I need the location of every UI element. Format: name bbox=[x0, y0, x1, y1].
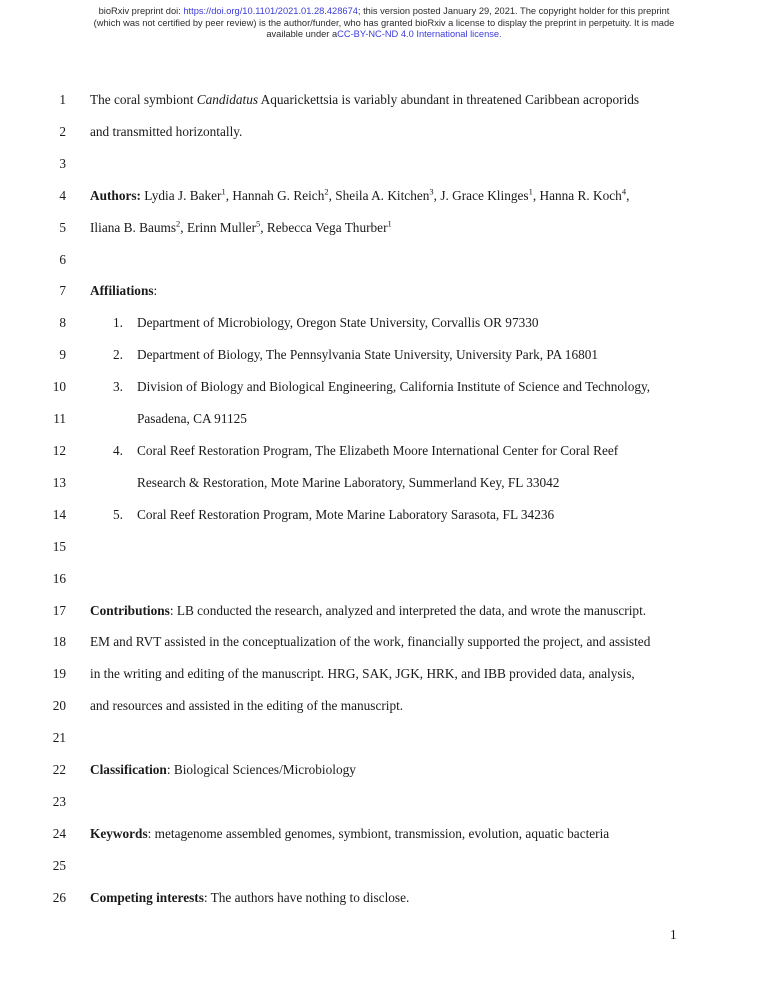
line-number: 5 bbox=[59, 219, 66, 235]
manuscript-line bbox=[0, 347, 768, 379]
page-number: 1 bbox=[670, 927, 677, 942]
list-marker: 1. bbox=[113, 315, 123, 331]
text-segment: Classification bbox=[90, 762, 167, 778]
text-segment: Affiliations bbox=[90, 283, 154, 299]
manuscript-line bbox=[0, 794, 768, 826]
line-number: 20 bbox=[52, 698, 66, 714]
manuscript-line bbox=[0, 571, 768, 603]
text-segment: Division of Biology and Biological Engineering, California Institute of Science and Technology, bbox=[137, 379, 651, 395]
list-marker: 4. bbox=[113, 442, 123, 458]
line-number: 6 bbox=[59, 251, 66, 267]
line-text bbox=[90, 379, 650, 411]
manuscript-line bbox=[0, 539, 768, 571]
text-segment: Coral Reef Restoration Program, The Elizabeth Moore International Center for Coral Reef bbox=[137, 442, 619, 458]
text-segment: Keywords bbox=[90, 825, 148, 841]
line-text bbox=[90, 92, 639, 124]
line-number: 22 bbox=[52, 762, 66, 778]
manuscript-line bbox=[0, 826, 768, 858]
line-number: 19 bbox=[52, 666, 66, 682]
manuscript-line bbox=[0, 124, 768, 156]
manuscript-lines bbox=[0, 92, 768, 922]
text-segment: Department of Microbiology, Oregon State University, Corvallis OR 97330 bbox=[137, 315, 539, 331]
text-segment: , Rebecca Vega Thurber bbox=[260, 219, 388, 235]
text-segment: 1 bbox=[387, 218, 392, 229]
line-text bbox=[90, 220, 392, 252]
text-segment: 1 bbox=[221, 186, 226, 197]
text-segment: , bbox=[626, 187, 630, 203]
license-link[interactable]: CC-BY-NC-ND 4.0 International license. bbox=[337, 29, 502, 39]
text-segment: Aquarickettsia is variably abundant in threatened Caribbean acroporids bbox=[258, 92, 640, 107]
line-text bbox=[90, 188, 629, 220]
line-number: 1 bbox=[59, 92, 66, 107]
text-segment: 5 bbox=[256, 218, 261, 229]
text-segment: 2 bbox=[324, 186, 329, 197]
list-marker: 5. bbox=[113, 506, 123, 522]
text-segment: 2 bbox=[176, 218, 181, 229]
text-segment: : Biological Sciences/Microbiology bbox=[166, 762, 356, 778]
line-number: 4 bbox=[59, 187, 66, 203]
line-text bbox=[90, 475, 559, 507]
manuscript-line bbox=[0, 443, 768, 475]
line-text bbox=[90, 826, 609, 858]
list-marker: 2. bbox=[113, 347, 123, 363]
line-number: 8 bbox=[59, 315, 66, 331]
line-number: 13 bbox=[52, 474, 66, 490]
line-text bbox=[90, 603, 646, 635]
manuscript-line bbox=[0, 315, 768, 347]
line-number: 7 bbox=[59, 283, 66, 299]
text-segment: The coral symbiont bbox=[90, 92, 197, 107]
line-number: 2 bbox=[59, 123, 66, 139]
line-text bbox=[90, 443, 618, 475]
text-segment: EM and RVT assisted in the conceptualization of the work, financially supported the project, and assisted bbox=[90, 634, 651, 650]
text-segment: Iliana B. Baums bbox=[90, 219, 177, 235]
text-segment: , Erinn Muller bbox=[180, 219, 257, 235]
text-segment: 1 bbox=[528, 186, 533, 197]
header-line3-pre: available under a bbox=[266, 29, 338, 39]
line-text bbox=[90, 890, 409, 922]
text-segment: : metagenome assembled genomes, symbiont, transmission, evolution, aquatic bacteria bbox=[147, 825, 610, 841]
text-segment: Lydia J. Baker bbox=[140, 187, 222, 203]
line-text bbox=[90, 698, 403, 730]
line-text bbox=[90, 283, 157, 315]
line-number: 24 bbox=[52, 825, 66, 841]
line-text bbox=[90, 666, 635, 698]
line-number: 9 bbox=[59, 347, 66, 363]
list-marker: 3. bbox=[113, 379, 123, 395]
line-number: 21 bbox=[52, 730, 66, 746]
line-text bbox=[90, 507, 554, 539]
header-line2-text: (which was not certified by peer review) is the author/funder, who has granted bioRxiv a license to display the preprint in perpetuity. It is made bbox=[93, 17, 675, 28]
header-line-3 bbox=[20, 29, 748, 41]
text-segment: and resources and assisted in the editing of the manuscript. bbox=[90, 698, 404, 714]
text-segment: Competing interests bbox=[90, 889, 204, 905]
text-segment: 3 bbox=[429, 186, 434, 197]
biorxiv-copyright-header bbox=[20, 6, 748, 41]
text-segment: in the writing and editing of the manuscript. HRG, SAK, JGK, HRK, and IBB provided data, analysis, bbox=[90, 666, 635, 682]
doi-link[interactable]: https://doi.org/10.1101/2021.01.28.428674 bbox=[183, 6, 358, 16]
text-segment: : LB conducted the research, analyzed and interpreted the data, and wrote the manuscript. bbox=[169, 602, 647, 618]
line-text bbox=[90, 634, 650, 666]
header-line1-pre: bioRxiv preprint doi: bbox=[98, 6, 184, 16]
manuscript-line bbox=[0, 730, 768, 762]
line-number: 11 bbox=[53, 411, 66, 427]
line-text bbox=[90, 411, 247, 443]
text-segment: Pasadena, CA 91125 bbox=[137, 411, 247, 427]
manuscript-line bbox=[0, 92, 768, 124]
text-segment: 4 bbox=[621, 186, 627, 197]
line-number: 17 bbox=[52, 602, 66, 618]
text-segment: , Sheila A. Kitchen bbox=[328, 187, 430, 203]
manuscript-line bbox=[0, 156, 768, 188]
line-number: 10 bbox=[52, 379, 66, 395]
text-segment: : bbox=[153, 283, 158, 299]
line-number: 15 bbox=[52, 538, 66, 554]
text-segment: Research & Restoration, Mote Marine Laboratory, Summerland Key, FL 33042 bbox=[137, 474, 560, 490]
manuscript-line bbox=[0, 188, 768, 220]
text-segment: : The authors have nothing to disclose. bbox=[203, 889, 410, 905]
manuscript-line bbox=[0, 411, 768, 443]
line-text bbox=[90, 762, 356, 794]
manuscript-line bbox=[0, 666, 768, 698]
text-segment: , J. Grace Klinges bbox=[433, 187, 529, 203]
line-number: 18 bbox=[52, 634, 66, 650]
text-segment: and transmitted horizontally. bbox=[90, 123, 243, 139]
manuscript-line bbox=[0, 475, 768, 507]
text-segment: , Hannah G. Reich bbox=[225, 187, 325, 203]
line-number: 26 bbox=[52, 889, 66, 905]
header-line-1 bbox=[20, 6, 748, 18]
manuscript-line bbox=[0, 890, 768, 922]
manuscript-line bbox=[0, 762, 768, 794]
line-text bbox=[90, 347, 598, 379]
manuscript-line bbox=[0, 252, 768, 284]
line-number: 23 bbox=[52, 793, 66, 809]
line-number: 14 bbox=[52, 506, 66, 522]
line-text bbox=[90, 124, 242, 156]
line-text bbox=[90, 315, 539, 347]
manuscript-line bbox=[0, 634, 768, 666]
manuscript-line bbox=[0, 698, 768, 730]
text-segment: Candidatus bbox=[196, 92, 259, 107]
manuscript-line bbox=[0, 220, 768, 252]
manuscript-line bbox=[0, 507, 768, 539]
text-segment: Contributions bbox=[90, 602, 170, 618]
text-segment: Authors: bbox=[90, 187, 141, 203]
text-segment: Department of Biology, The Pennsylvania State University, University Park, PA 16801 bbox=[137, 347, 599, 363]
header-line1-post: ; this version posted January 29, 2021. The copyright holder for this preprint bbox=[357, 6, 670, 16]
text-segment: , Hanna R. Koch bbox=[532, 187, 622, 203]
line-number: 3 bbox=[59, 155, 66, 171]
line-number: 12 bbox=[52, 442, 66, 458]
manuscript-line bbox=[0, 379, 768, 411]
text-segment: Coral Reef Restoration Program, Mote Marine Laboratory Sarasota, FL 34236 bbox=[137, 506, 555, 522]
manuscript-line bbox=[0, 858, 768, 890]
header-line-2 bbox=[20, 18, 748, 30]
manuscript-line bbox=[0, 603, 768, 635]
manuscript-line bbox=[0, 283, 768, 315]
line-number: 25 bbox=[52, 857, 66, 873]
line-number: 16 bbox=[52, 570, 66, 586]
